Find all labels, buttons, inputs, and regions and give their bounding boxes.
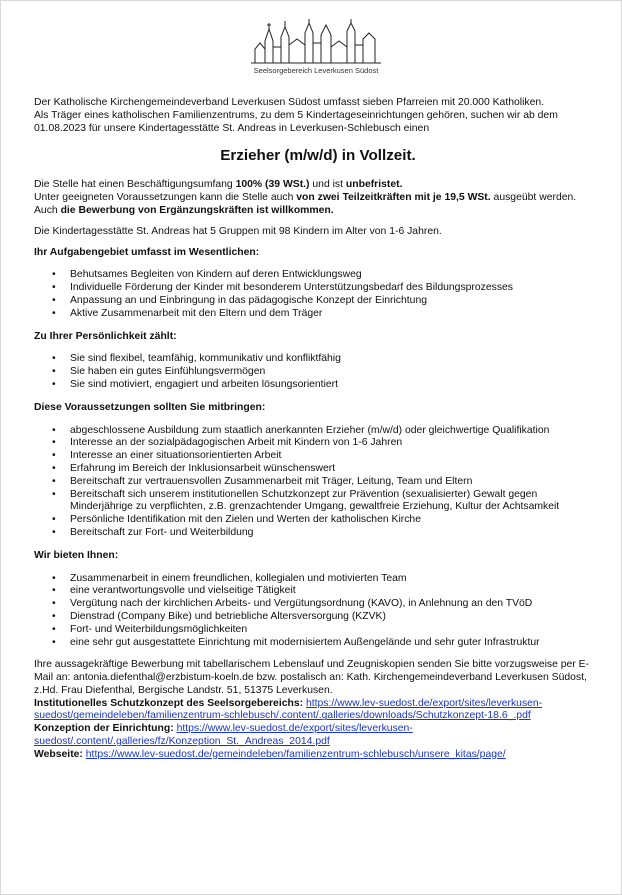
job-posting	[34, 97, 602, 762]
list-item: • Erfahrung im Bereich der Inklusionsarbeit wünschenswert	[70, 463, 602, 476]
section-offer	[34, 550, 602, 650]
bullet-list	[34, 353, 602, 391]
list-item: • Dienstrad (Company Bike) und betriebliche Altersversorgung (KZVK)	[70, 611, 602, 624]
konzeption-label: Konzeption der Einrichtung:	[34, 723, 174, 735]
list-item: • Interesse an der sozialpädagogischen Arbeit mit Kindern von 1-6 Jahren	[70, 437, 602, 450]
logo-caption: Seelsorgebereich Leverkusen Südost	[253, 66, 379, 75]
scope-text: ausgeübt werden.	[490, 192, 577, 204]
bullet-list	[34, 573, 602, 650]
scope-text: und ist	[309, 179, 346, 191]
section-heading: Wir bieten Ihnen:	[34, 549, 119, 561]
scope-paragraph	[34, 179, 602, 217]
application-instructions: Ihre aussagekräftige Bewerbung mit tabellarischem Lebenslauf und Zeugniskopien senden Sie bitte vorzugsweise per E-Mail an: antonia.diefenthal@erzbistum-koeln.de bzw. postalisch an: Kath. Kirchengemeindeverband Leverkusen Südost, z.Hd. Frau Diefenthal, Bergische Landstr. 51, 51375 Leverkusen.	[34, 659, 590, 696]
section-tasks	[34, 247, 602, 321]
section-heading: Zu Ihrer Persönlichkeit zählt:	[34, 330, 177, 342]
section-heading: Diese Voraussetzungen sollten Sie mitbringen:	[34, 401, 266, 413]
parish-logo	[241, 19, 391, 81]
skyline-logo-icon	[251, 19, 381, 65]
intro-paragraph	[34, 97, 602, 135]
scope-duration: unbefristet.	[345, 179, 403, 191]
scope-text: Unter geeigneten Voraussetzungen kann die Stelle auch	[34, 192, 297, 204]
intro-line: Der Katholische Kirchengemeindeverband Leverkusen Südost umfasst sieben Pfarreien mit 20.000 Katholiken.	[34, 97, 545, 108]
scope-text: Die Stelle hat einen Beschäftigungsumfang	[34, 179, 236, 191]
list-item: • Bereitschaft sich unserem institutionellen Schutzkonzept zur Prävention (sexualisierter) Gewalt gegen Minderjährige zu verpflichten, z.B. grenzachtender Umgang, gewaltfreie Erziehung, Kultur der Achtsamkeit	[70, 489, 602, 515]
list-item: • Sie sind flexibel, teamfähig, kommunikativ und konfliktfähig	[70, 353, 602, 366]
section-heading: Ihr Aufgabengebiet umfasst im Wesentlichen:	[34, 246, 260, 258]
scope-line	[34, 192, 602, 205]
schutzkonzept-link[interactable]: https://www.lev-suedost.de/export/sites/leverkusen-suedost/gemeindeleben/familienzentrum-schlebusch/.content/.galleries/downloads/Schutzkonzept-18.6_.pdf	[34, 697, 543, 722]
scope-parttime: von zwei Teilzeitkräften mit je 19,5 WSt.	[296, 192, 491, 204]
konzeption-line	[34, 723, 602, 749]
list-item: • eine sehr gut ausgestattete Einrichtung mit modernisiertem Außengelände und sehr guter Infrastruktur	[70, 637, 602, 650]
list-item: • Behutsames Begleiten von Kindern auf deren Entwicklungsweg	[70, 269, 602, 282]
list-item: • eine verantwortungsvolle und vielseitige Tätigkeit	[70, 585, 602, 598]
website-link[interactable]: https://www.lev-suedost.de/gemeindeleben/familienzentrum-schlebusch/unsere_kitas/page/	[85, 748, 506, 760]
list-item: • abgeschlossene Ausbildung zum staatlich anerkannten Erzieher (m/w/d) oder gleichwertige Qualifikation	[70, 425, 602, 438]
list-item: • Sie haben ein gutes Einfühlungsvermögen	[70, 366, 602, 379]
groups-paragraph: Die Kindertagesstätte St. Andreas hat 5 Gruppen mit 98 Kindern im Alter von 1-6 Jahren.	[34, 225, 442, 237]
job-title: Erzieher (m/w/d) in Vollzeit.	[220, 147, 416, 165]
list-item: • Individuelle Förderung der Kinder mit besonderem Unterstützungsbedarf des Bildungsprozesses	[70, 282, 602, 295]
list-item: • Fort- und Weiterbildungsmöglichkeiten	[70, 624, 602, 637]
scope-text: Auch	[34, 204, 61, 216]
list-item: • Anpassung an und Einbringung in das pädagogische Konzept der Einrichtung	[70, 295, 602, 308]
intro-line: 01.08.2023 für unsere Kindertagesstätte St. Andreas in Leverkusen-Schlebusch einen	[34, 122, 430, 134]
scope-line	[34, 205, 602, 218]
list-item: • Aktive Zusammenarbeit mit den Eltern und dem Träger	[70, 308, 602, 321]
section-personality	[34, 331, 602, 392]
bullet-list	[34, 269, 602, 320]
schutzkonzept-line	[34, 698, 602, 724]
intro-line: Als Träger eines katholischen Familienzentrums, zu dem 5 Kindertageseinrichtungen gehören, suchen wir ab dem	[34, 109, 558, 121]
list-item: • Sie sind motiviert, engagiert und arbeiten lösungsorientiert	[70, 379, 602, 392]
list-item: • Bereitschaft zur Fort- und Weiterbildung	[70, 527, 602, 540]
list-item: • Persönliche Identifikation mit den Zielen und Werten der katholischen Kirche	[70, 514, 602, 527]
list-item: • Interesse an einer situationsorientierten Arbeit	[70, 450, 602, 463]
list-item: • Vergütung nach der kirchlichen Arbeits- und Vergütungsordnung (KAVO), in Anlehnung an den TVöD	[70, 598, 602, 611]
application-footer	[34, 659, 602, 761]
scope-assistants: die Bewerbung von Ergänzungskräften ist willkommen.	[60, 204, 334, 216]
schutzkonzept-label: Institutionelles Schutzkonzept des Seelsorgebereichs:	[34, 697, 304, 709]
website-line	[34, 749, 602, 762]
section-requirements	[34, 402, 602, 540]
list-item: • Zusammenarbeit in einem freundlichen, kollegialen und motivierten Team	[70, 573, 602, 586]
list-item: • Bereitschaft zur vertrauensvollen Zusammenarbeit mit Träger, Leitung, Team und Eltern	[70, 476, 602, 489]
bullet-list	[34, 425, 602, 540]
website-label: Webseite:	[34, 748, 83, 760]
konzeption-link[interactable]: https://www.lev-suedost.de/export/sites/leverkusen-suedost/.content/.galleries/fz/Konzeption_St._Andreas_2014.pdf	[34, 723, 413, 748]
scope-line	[34, 179, 602, 192]
scope-hours: 100% (39 WSt.)	[235, 179, 310, 191]
